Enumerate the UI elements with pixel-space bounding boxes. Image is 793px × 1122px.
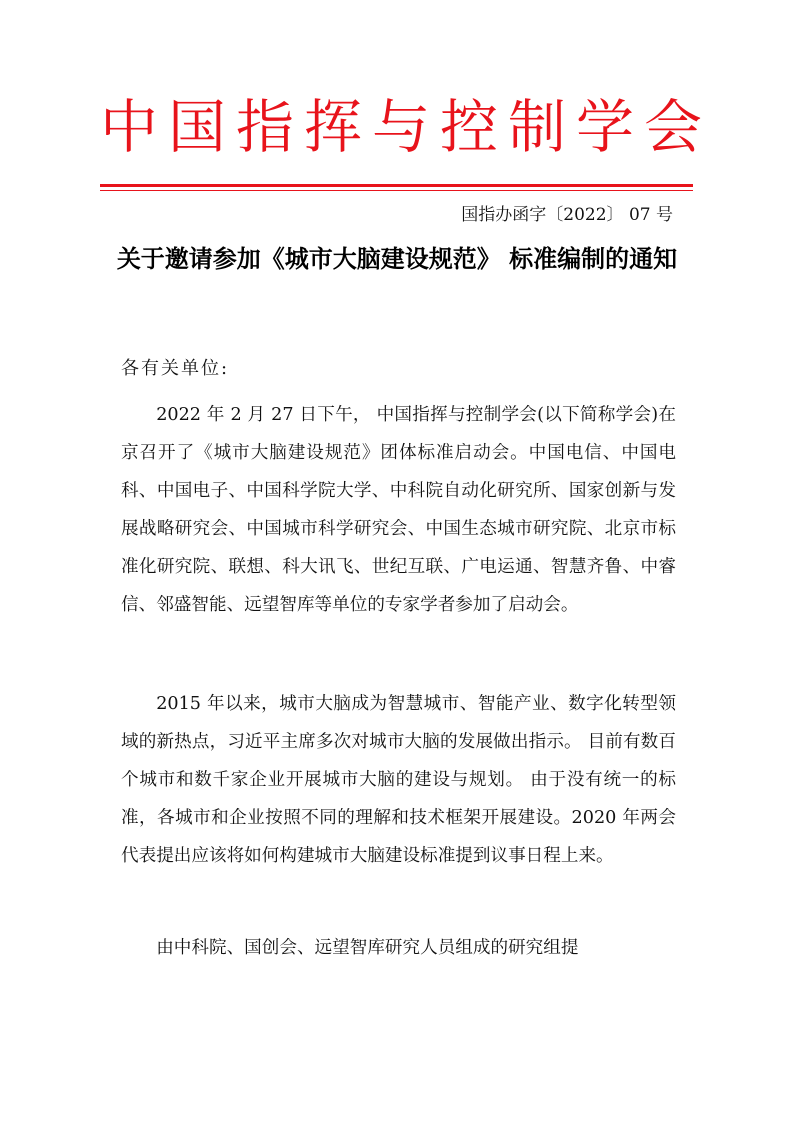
salutation: 各有关单位:	[121, 358, 230, 379]
document-title: 关于邀请参加《城市大脑建设规范》 标准编制的通知	[116, 245, 678, 273]
body-paragraph-1: 2022 年 2 月 27 日下午， 中国指挥与控制学会(以下简称学会)在京召开了《城市大脑建设规范》团体标准启动会。中国电信、中国电科、中国电子、中国科学院大学、中科院自动化研究所、国家创新与发展战略研究会、中国城市科学研究会、中国生态城市研究院、北京市标准化研究院、联想、科大讯飞、世纪互联、广电运通、智慧齐鲁、中睿信、邻盛智能、远望智库等单位的专家学者参加了启动会。	[121, 405, 676, 615]
organization-header: 中国指挥与控制学会	[100, 93, 713, 161]
header-red-rule	[100, 184, 693, 187]
header-red-rule-thin	[100, 190, 693, 191]
body-paragraph-3: 由中科院、国创会、远望智库研究人员组成的研究组提	[156, 938, 579, 958]
body-paragraph-2: 2015 年以来，城市大脑成为智慧城市、智能产业、数字化转型领域的新热点，习近平主席多次对城市大脑的发展做出指示。 目前有数百个城市和数千家企业开展城市大脑的建设与规划。 由于没有统一的标准，各城市和企业按照不同的理解和技术框架开展建设。2020 年两会代表提出应该将如何构建城市大脑建设标准提到议事日程上来。	[121, 694, 676, 866]
document-number: 国指办函字〔2022〕 07 号	[461, 205, 673, 225]
